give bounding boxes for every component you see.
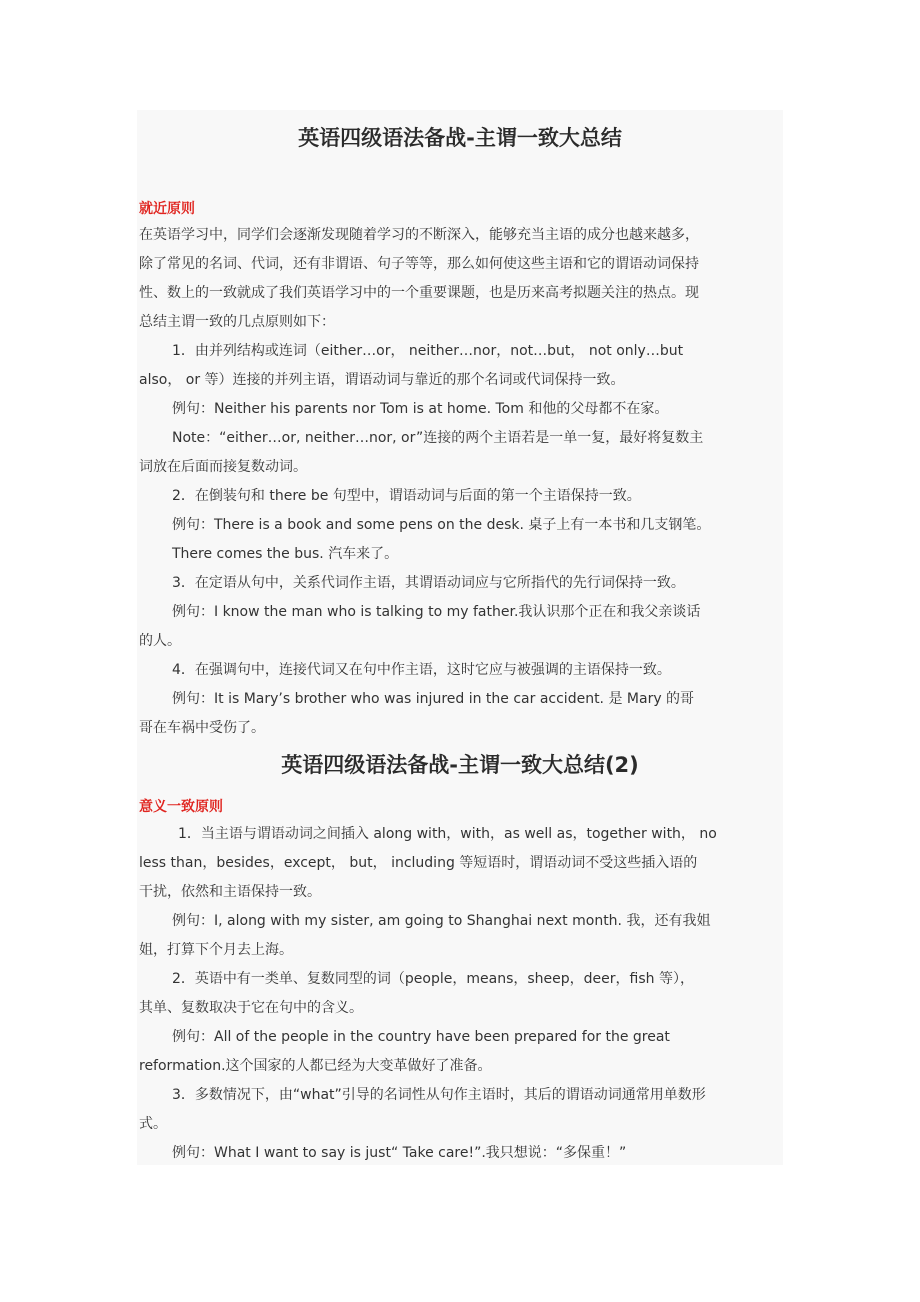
example-sentence: 例句：It is Mary’s brother who was injured in the car accident. 是 Mary 的哥 xyxy=(172,691,695,707)
rule-item: 1．当主语与谓语动词之间插入 along with，with，as well as，together with， no xyxy=(178,826,717,842)
rule-item: 2．英语中有一类单、复数同型的词（people，means，sheep，deer，fish 等）， xyxy=(172,971,694,987)
example-sentence: 例句：I know the man who is talking to my father.我认识那个正在和我父亲谈话 xyxy=(172,604,701,620)
paragraph-line: 词放在后面而接复数动词。 xyxy=(139,459,307,475)
rule-item: 2．在倒装句和 there be 句型中，谓语动词与后面的第一个主语保持一致。 xyxy=(172,488,641,504)
paragraph-line: 在英语学习中，同学们会逐渐发现随着学习的不断深入，能够充当主语的成分也越来越多， xyxy=(139,227,699,243)
page-title: 英语四级语法备战-主谓一致大总结 xyxy=(298,126,622,150)
paragraph-line: less than，besides，except， but， including 等短语时，谓语动词不受这些插入语的 xyxy=(139,855,698,871)
example-sentence: 例句：I, along with my sister, am going to Shanghai next month. 我，还有我姐 xyxy=(172,913,711,929)
example-sentence: 例句：All of the people in the country have been prepared for the great xyxy=(172,1029,670,1045)
example-sentence: 例句：What I want to say is just“ Take care!”.我只想说：“多保重！” xyxy=(172,1145,627,1161)
paragraph-line: reformation.这个国家的人都已经为大变革做好了准备。 xyxy=(139,1058,492,1074)
paragraph-line: 的人。 xyxy=(139,633,181,649)
example-sentence: There comes the bus. 汽车来了。 xyxy=(172,546,399,562)
example-sentence: 例句：There is a book and some pens on the desk. 桌子上有一本书和几支钢笔。 xyxy=(172,517,711,533)
paragraph-line: 除了常见的名词、代词，还有非谓语、句子等等，那么如何使这些主语和它的谓语动词保持 xyxy=(139,256,699,272)
paragraph-line: 姐，打算下个月去上海。 xyxy=(139,942,293,958)
rule-item: 4．在强调句中，连接代词又在句中作主语，这时它应与被强调的主语保持一致。 xyxy=(172,662,671,678)
paragraph-line: 哥在车祸中受伤了。 xyxy=(139,720,265,736)
paragraph-line: 干扰，依然和主语保持一致。 xyxy=(139,884,321,900)
paragraph-line: 其单、复数取决于它在句中的含义。 xyxy=(139,1000,363,1016)
rule-item: 3．在定语从句中，关系代词作主语，其谓语动词应与它所指代的先行词保持一致。 xyxy=(172,575,685,591)
rule-item: 1．由并列结构或连词（either…or， neither…nor，not…but， not only…but xyxy=(172,343,684,359)
paragraph-line: 性、数上的一致就成了我们英语学习中的一个重要课题，也是历来高考拟题关注的热点。现 xyxy=(139,285,699,301)
note-line: Note：“either…or, neither…nor, or”连接的两个主语若是一单一复，最好将复数主 xyxy=(172,430,704,446)
section-title-2: 英语四级语法备战-主谓一致大总结(2) xyxy=(281,753,639,777)
section-heading-meaning: 意义一致原则 xyxy=(139,799,223,815)
rule-item: 3．多数情况下，由“what”引导的名词性从句作主语时，其后的谓语动词通常用单数形 xyxy=(172,1087,706,1103)
paragraph-line: 式。 xyxy=(139,1116,167,1132)
example-sentence: 例句：Neither his parents nor Tom is at home. Tom 和他的父母都不在家。 xyxy=(172,401,669,417)
paragraph-line: also， or 等）连接的并列主语，谓语动词与靠近的那个名词或代词保持一致。 xyxy=(139,372,625,388)
paragraph-line: 总结主谓一致的几点原则如下： xyxy=(139,314,335,330)
section-heading-proximity: 就近原则 xyxy=(139,201,195,217)
